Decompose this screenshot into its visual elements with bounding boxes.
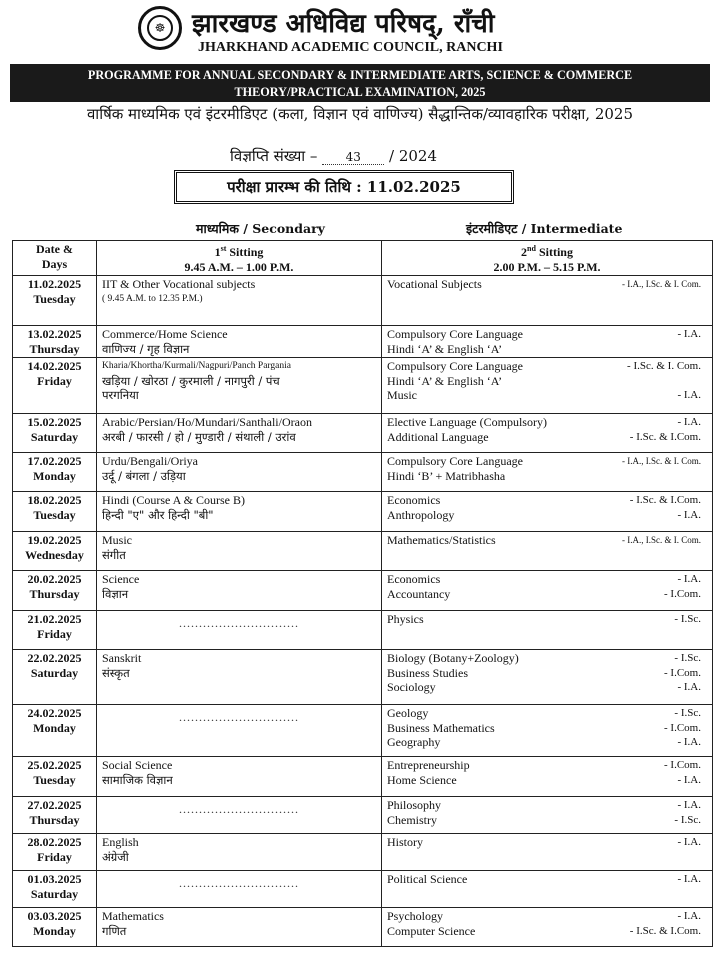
intermediate-subject: Psychology bbox=[387, 909, 444, 923]
notice-number bbox=[230, 146, 437, 166]
exam-day: Monday bbox=[33, 923, 76, 938]
notice-number-value: 43 bbox=[322, 150, 384, 165]
council-title-hindi: झारखण्ड अधिविद्य परिषद्, राँची bbox=[192, 9, 495, 39]
table-row bbox=[13, 650, 713, 705]
intermediate-subject-cell bbox=[382, 908, 713, 947]
exam-day: Thursday bbox=[29, 341, 80, 356]
document-header bbox=[0, 0, 720, 64]
table-row bbox=[13, 705, 713, 757]
table-row bbox=[13, 326, 713, 358]
intermediate-subject-line bbox=[387, 327, 707, 342]
intermediate-subject-cell bbox=[382, 611, 713, 650]
intermediate-subject-cell bbox=[382, 871, 713, 908]
exam-start-date-box: परीक्षा प्रारम्भ की तिथि : 11.02.2025 bbox=[174, 170, 514, 204]
date-cell bbox=[13, 908, 97, 947]
intermediate-subject: Music bbox=[387, 388, 417, 402]
stream-label: - I.Sc. bbox=[674, 813, 701, 826]
intermediate-subject-cell bbox=[382, 650, 713, 705]
intermediate-subject-line bbox=[387, 508, 707, 523]
table-row bbox=[13, 871, 713, 908]
intermediate-subject: Chemistry bbox=[387, 812, 437, 827]
intermediate-subject: Compulsory Core Language bbox=[387, 327, 523, 341]
exam-day: Saturday bbox=[30, 886, 79, 901]
intermediate-subject: Compulsory Core Language bbox=[387, 359, 523, 373]
intermediate-subject-cell bbox=[382, 276, 713, 326]
exam-day: Tuesday bbox=[33, 291, 76, 306]
intermediate-subject: Computer Science bbox=[387, 923, 476, 938]
stream-label: - I.Sc. & I.Com. bbox=[629, 494, 701, 506]
intermediate-subject: Political Science bbox=[387, 872, 468, 886]
no-exam-placeholder: .............................. bbox=[179, 616, 299, 630]
programme-line-1: PROGRAMME FOR ANNUAL SECONDARY & INTERMEDIATE ARTS, SCIENCE & COMMERCE bbox=[87, 68, 633, 82]
intermediate-subject-line bbox=[387, 798, 707, 813]
intermediate-subject-line bbox=[387, 651, 707, 666]
intermediate-subject-line bbox=[387, 666, 707, 681]
exam-date: 13.02.2025 bbox=[27, 327, 82, 341]
date-cell bbox=[13, 797, 97, 834]
intermediate-subject-line bbox=[387, 758, 707, 773]
stream-label: - I.Sc. & I.Com. bbox=[629, 924, 701, 937]
secondary-subject-cell bbox=[97, 326, 382, 358]
intermediate-subject-line bbox=[387, 813, 707, 828]
intermediate-subject-line bbox=[387, 909, 707, 924]
date-cell bbox=[13, 414, 97, 453]
secondary-subject-line: Music bbox=[102, 533, 132, 547]
stream-label: - I.Com. bbox=[664, 666, 701, 679]
intermediate-subject-cell bbox=[382, 358, 713, 414]
secondary-subject-cell bbox=[97, 571, 382, 611]
intermediate-subject-line bbox=[387, 430, 707, 445]
notice-year: / 2024 bbox=[389, 147, 437, 165]
secondary-subject-line: सामाजिक विज्ञान bbox=[102, 772, 173, 787]
intermediate-subject: Geography bbox=[387, 735, 441, 749]
secondary-subject-line: Kharia/Khortha/Kurmali/Nagpuri/Panch Pargania bbox=[102, 361, 291, 371]
date-cell bbox=[13, 834, 97, 871]
secondary-subject-line: परगनिया bbox=[102, 388, 139, 402]
secondary-subject-line: Social Science bbox=[102, 758, 173, 772]
intermediate-subject: Vocational Subjects bbox=[387, 277, 482, 291]
programme-title-hindi: वार्षिक माध्यमिक एवं इंटरमीडिएट (कला, विज्ञान एवं वाणिज्य) सैद्धान्तिक/व्यावहारिक परीक्षा, 2025 bbox=[86, 105, 634, 123]
intermediate-subject-line bbox=[387, 469, 707, 484]
exam-date: 19.02.2025 bbox=[27, 533, 82, 547]
exam-date: 20.02.2025 bbox=[27, 572, 82, 586]
intermediate-subject-cell bbox=[382, 453, 713, 492]
intermediate-subject-line bbox=[387, 872, 707, 887]
intermediate-subject-cell bbox=[382, 532, 713, 571]
date-cell bbox=[13, 650, 97, 705]
exam-date: 11.02.2025 bbox=[27, 277, 82, 291]
stream-label: - I.Sc. bbox=[674, 707, 701, 719]
secondary-subject-line: अंग्रेजी bbox=[102, 849, 129, 864]
intermediate-subject: Hindi ‘A’ & English ‘A’ bbox=[387, 341, 503, 356]
exam-day: Thursday bbox=[29, 812, 80, 827]
stream-label: - I.A. bbox=[677, 736, 701, 748]
exam-date: 14.02.2025 bbox=[27, 359, 82, 373]
no-exam-placeholder: .............................. bbox=[179, 876, 299, 890]
council-title-english: JHARKHAND ACADEMIC COUNCIL, RANCHI bbox=[198, 40, 503, 55]
secondary-subject-line: अरबी / फारसी / हो / मुण्डारी / संथाली / उरांव bbox=[102, 429, 296, 444]
intermediate-subject: Hindi ‘B’ + Matribhasha bbox=[387, 468, 506, 483]
intermediate-subject: Economics bbox=[387, 572, 441, 586]
table-row bbox=[13, 358, 713, 414]
secondary-subject-line: संगीत bbox=[102, 547, 126, 562]
secondary-subject-line: खड़िया / खोरठा / कुरमाली / नागपुरी / पंच bbox=[102, 373, 280, 388]
exam-date: 17.02.2025 bbox=[27, 454, 82, 468]
secondary-heading: माध्यमिक / Secondary bbox=[196, 221, 325, 236]
secondary-subject-cell bbox=[97, 358, 382, 414]
stream-label: - I.Sc. & I. Com. bbox=[627, 360, 701, 372]
date-cell bbox=[13, 492, 97, 532]
secondary-subject-cell bbox=[97, 532, 382, 571]
secondary-subject-line: ( 9.45 A.M. to 12.35 P.M.) bbox=[102, 293, 203, 304]
secondary-subject-line: Science bbox=[102, 572, 140, 586]
intermediate-subject-line bbox=[387, 612, 707, 627]
secondary-subject-line: Arabic/Persian/Ho/Mundari/Santhali/Oraon bbox=[102, 415, 312, 429]
date-cell bbox=[13, 532, 97, 571]
intermediate-subject-line bbox=[387, 835, 707, 850]
stream-label: - I.A. bbox=[677, 681, 701, 693]
table-row bbox=[13, 414, 713, 453]
intermediate-subject-line bbox=[387, 924, 707, 939]
intermediate-subject-cell bbox=[382, 571, 713, 611]
secondary-subject-line: संस्कृत bbox=[102, 665, 130, 680]
table-row bbox=[13, 757, 713, 797]
date-days-header: Date & Days bbox=[13, 241, 97, 276]
second-sitting-time: 2.00 P.M. – 5.15 P.M. bbox=[493, 259, 601, 274]
intermediate-subject-line bbox=[387, 454, 707, 469]
exam-date: 24.02.2025 bbox=[27, 706, 82, 720]
no-exam-placeholder: .............................. bbox=[179, 710, 299, 724]
intermediate-subject-line bbox=[387, 374, 707, 389]
intermediate-subject-line bbox=[387, 587, 707, 602]
intermediate-subject-cell bbox=[382, 834, 713, 871]
council-logo-icon: ☸ bbox=[138, 6, 182, 50]
intermediate-subject-line bbox=[387, 735, 707, 750]
secondary-subject-cell bbox=[97, 611, 382, 650]
intermediate-subject-line bbox=[387, 359, 707, 374]
exam-date: 18.02.2025 bbox=[27, 493, 82, 507]
secondary-subject-line: Hindi (Course A & Course B) bbox=[102, 493, 245, 507]
date-cell bbox=[13, 358, 97, 414]
programme-banner bbox=[10, 64, 710, 102]
intermediate-subject: Home Science bbox=[387, 772, 457, 787]
date-cell bbox=[13, 276, 97, 326]
no-exam-placeholder: .............................. bbox=[179, 802, 299, 816]
stream-label bbox=[701, 374, 707, 389]
exam-day: Saturday bbox=[30, 665, 79, 680]
intermediate-subject: Additional Language bbox=[387, 429, 489, 444]
secondary-subject-cell bbox=[97, 797, 382, 834]
exam-day: Wednesday bbox=[25, 547, 84, 562]
intermediate-subject: Geology bbox=[387, 706, 429, 720]
stream-label: - I.Sc. & I.Com. bbox=[629, 430, 701, 443]
intermediate-subject: Elective Language (Compulsory) bbox=[387, 415, 547, 429]
stream-label: - I.A. bbox=[677, 773, 701, 786]
intermediate-subject-line bbox=[387, 721, 707, 736]
exam-date: 03.03.2025 bbox=[27, 909, 82, 923]
secondary-subject-cell bbox=[97, 834, 382, 871]
stream-label: - I.A., I.Sc. & I. Com. bbox=[622, 279, 701, 289]
secondary-subject-line: English bbox=[102, 835, 139, 849]
exam-day: Friday bbox=[37, 373, 72, 388]
intermediate-subject: Mathematics/Statistics bbox=[387, 533, 496, 547]
stream-label bbox=[701, 342, 707, 357]
exam-day: Saturday bbox=[30, 429, 79, 444]
table-row bbox=[13, 276, 713, 326]
intermediate-subject-cell bbox=[382, 414, 713, 453]
secondary-subject-line: गणित bbox=[102, 923, 127, 938]
intermediate-heading: इंटरमीडिएट / Intermediate bbox=[466, 221, 623, 236]
secondary-subject-cell bbox=[97, 414, 382, 453]
exam-date: 25.02.2025 bbox=[27, 758, 82, 772]
intermediate-subject-line bbox=[387, 415, 707, 430]
intermediate-subject-line bbox=[387, 388, 707, 403]
table-row bbox=[13, 532, 713, 571]
exam-date: 21.02.2025 bbox=[27, 612, 82, 626]
stream-label: - I.A. bbox=[677, 873, 701, 885]
stream-label: - I.Sc. bbox=[674, 652, 701, 664]
intermediate-subject: Business Studies bbox=[387, 665, 469, 680]
intermediate-subject-line bbox=[387, 533, 707, 548]
date-cell bbox=[13, 611, 97, 650]
secondary-subject-line: IIT & Other Vocational subjects bbox=[102, 277, 256, 291]
stream-label: - I.A., I.Sc. & I. Com. bbox=[622, 456, 701, 466]
intermediate-subject-cell bbox=[382, 757, 713, 797]
intermediate-subject-line bbox=[387, 706, 707, 721]
date-cell bbox=[13, 453, 97, 492]
notice-label: विज्ञप्ति संख्या – bbox=[230, 147, 318, 165]
stream-label: - I.A. bbox=[677, 910, 701, 922]
table-row bbox=[13, 797, 713, 834]
intermediate-subject: Economics bbox=[387, 493, 441, 507]
table-row bbox=[13, 492, 713, 532]
exam-day: Thursday bbox=[29, 586, 80, 601]
table-row bbox=[13, 571, 713, 611]
stream-label: - I.A. bbox=[677, 799, 701, 811]
exam-day: Friday bbox=[37, 849, 72, 864]
secondary-subject-cell bbox=[97, 650, 382, 705]
secondary-subject-cell bbox=[97, 492, 382, 532]
stream-label: - I.A. bbox=[677, 328, 701, 340]
date-cell bbox=[13, 571, 97, 611]
secondary-subject-line: विज्ञान bbox=[102, 586, 129, 601]
intermediate-subject: Physics bbox=[387, 612, 424, 626]
date-cell bbox=[13, 757, 97, 797]
intermediate-subject: Philosophy bbox=[387, 798, 442, 812]
exam-day: Monday bbox=[33, 720, 76, 735]
exam-date: 01.03.2025 bbox=[27, 872, 82, 886]
programme-line-2: THEORY/PRACTICAL EXAMINATION, 2025 bbox=[234, 85, 486, 99]
exam-day: Monday bbox=[33, 468, 76, 483]
first-sitting-header: 1st Sitting 9.45 A.M. – 1.00 P.M. bbox=[97, 241, 382, 276]
stream-label: - I.A. bbox=[677, 416, 701, 428]
intermediate-subject-cell bbox=[382, 326, 713, 358]
intermediate-subject-cell bbox=[382, 705, 713, 757]
intermediate-subject-cell bbox=[382, 797, 713, 834]
stream-label: - I.Com. bbox=[664, 759, 701, 771]
second-sitting-header: 2nd Sitting 2.00 P.M. – 5.15 P.M. bbox=[382, 241, 713, 276]
intermediate-subject: History bbox=[387, 835, 423, 849]
secondary-subject-line: Urdu/Bengali/Oriya bbox=[102, 454, 198, 468]
intermediate-subject: Compulsory Core Language bbox=[387, 454, 523, 468]
stream-label: - I.Com. bbox=[664, 721, 701, 734]
secondary-subject-cell bbox=[97, 276, 382, 326]
intermediate-subject-line bbox=[387, 572, 707, 587]
intermediate-subject: Accountancy bbox=[387, 586, 451, 601]
table-row bbox=[13, 834, 713, 871]
table-row bbox=[13, 908, 713, 947]
exam-day: Tuesday bbox=[33, 507, 76, 522]
intermediate-subject: Biology (Botany+Zoology) bbox=[387, 651, 519, 665]
intermediate-subject-line bbox=[387, 342, 707, 357]
date-cell bbox=[13, 326, 97, 358]
stream-label: - I.A. bbox=[677, 836, 701, 848]
secondary-subject-line: Mathematics bbox=[102, 909, 164, 923]
secondary-subject-line: उर्दू / बंगला / उड़िया bbox=[102, 468, 186, 483]
table-row bbox=[13, 453, 713, 492]
stream-label bbox=[701, 469, 707, 484]
stream-label: - I.A. bbox=[677, 508, 701, 521]
exam-day: Friday bbox=[37, 626, 72, 641]
stream-label: - I.Com. bbox=[664, 587, 701, 600]
secondary-subject-cell bbox=[97, 908, 382, 947]
table-header-row bbox=[13, 241, 713, 276]
secondary-subject-cell bbox=[97, 871, 382, 908]
intermediate-subject-cell bbox=[382, 492, 713, 532]
intermediate-subject: Sociology bbox=[387, 680, 436, 694]
intermediate-subject: Business Mathematics bbox=[387, 720, 495, 735]
stream-label: - I.A., I.Sc. & I. Com. bbox=[622, 535, 701, 545]
exam-date: 15.02.2025 bbox=[27, 415, 82, 429]
stream-label: - I.A. bbox=[677, 573, 701, 585]
secondary-subject-line: हिन्दी "ए" और हिन्दी "बी" bbox=[102, 507, 214, 522]
intermediate-subject-line bbox=[387, 493, 707, 508]
secondary-subject-line: वाणिज्य / गृह विज्ञान bbox=[102, 341, 190, 356]
date-cell bbox=[13, 871, 97, 908]
intermediate-subject-line bbox=[387, 773, 707, 788]
intermediate-subject: Anthropology bbox=[387, 507, 455, 522]
date-cell bbox=[13, 705, 97, 757]
first-sitting-time: 9.45 A.M. – 1.00 P.M. bbox=[184, 259, 294, 274]
secondary-subject-cell bbox=[97, 453, 382, 492]
intermediate-subject-line bbox=[387, 277, 707, 292]
secondary-subject-cell bbox=[97, 757, 382, 797]
exam-day: Tuesday bbox=[33, 772, 76, 787]
stream-label: - I.Sc. bbox=[674, 613, 701, 625]
exam-date: 27.02.2025 bbox=[27, 798, 82, 812]
secondary-subject-line: Sanskrit bbox=[102, 651, 142, 665]
exam-date: 28.02.2025 bbox=[27, 835, 82, 849]
secondary-subject-line: Commerce/Home Science bbox=[102, 327, 228, 341]
exam-date: 22.02.2025 bbox=[27, 651, 82, 665]
table-row bbox=[13, 611, 713, 650]
intermediate-subject: Hindi ‘A’ & English ‘A’ bbox=[387, 373, 503, 388]
intermediate-subject: Entrepreneurship bbox=[387, 758, 470, 772]
stream-label: - I.A. bbox=[677, 389, 701, 401]
secondary-subject-cell bbox=[97, 705, 382, 757]
exam-schedule-table bbox=[12, 240, 713, 947]
intermediate-subject-line bbox=[387, 680, 707, 695]
